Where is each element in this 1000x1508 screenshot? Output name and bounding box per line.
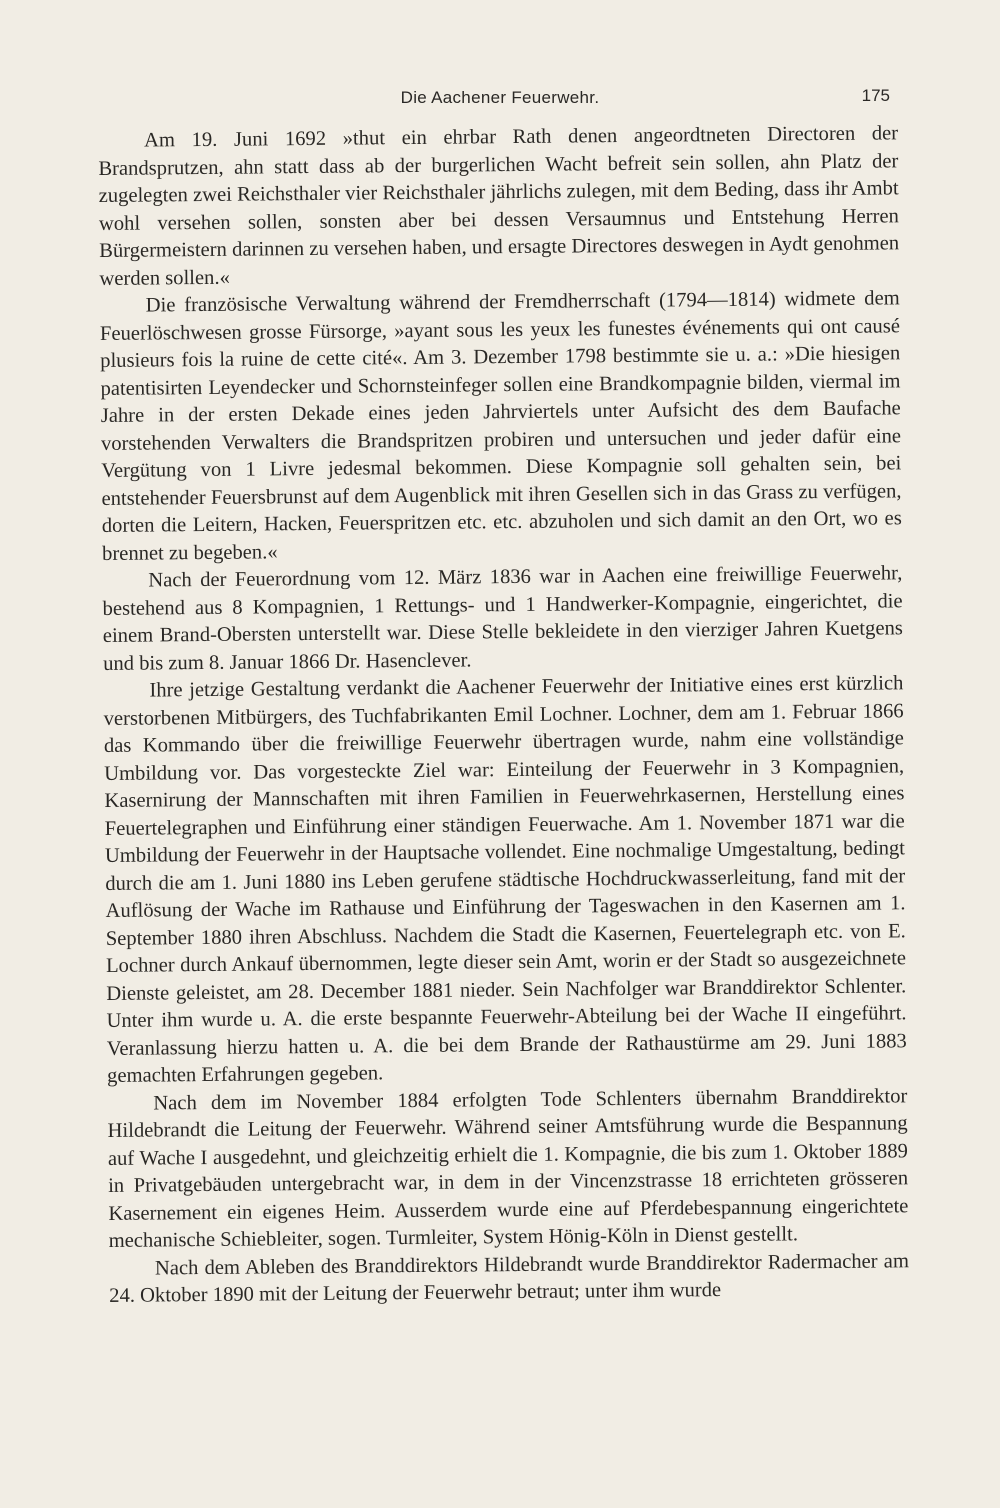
paragraph: Nach dem Ableben des Branddirektors Hildebrandt wurde Branddirektor Radermacher am 24. Oktober 1890 mit der Leitung der Feuerwehr betraut; unter ihm wurde xyxy=(109,1249,910,1307)
paragraph: Nach der Feuerordnung vom 12. März 1836 war in Aachen eine freiwillige Feuerwehr, bestehend aus 8 Kompagnien, 1 Rettungs- und 1 Handwerker-Kompagnie, eingerichtet, die einem Brand-Obersten unterstellt war. Diese Stelle bekleidete in den vierziger Jahren Kuetgens und bis zum 8. Januar 1866 Dr. Hasenclever. xyxy=(102,562,903,675)
running-title: Die Aachener Feuerwehr. xyxy=(400,88,600,107)
paragraph: Nach dem im November 1884 erfolgten Tode Schlenters übernahm Branddirektor Hildebrandt die Leitung der Feuerwehr. Während seiner Amtsführung wurde die Bespannung auf Wache I ausgedehnt, und gleichzeitig erhielt die 1. Kompagnie, die bis zum 1. Oktober 1889 in Privatgebäuden untergebracht war, in dem in der Vincenzstrasse 18 errichteten grösseren Kasernement ein eigenes Heim. Ausserdem wurde eine auf Pferdebespannung eingerichtete mechanische Schiebleiter, sogen. Turmleiter, System Hönig-Köln in Dienst gestellt. xyxy=(107,1084,909,1252)
paragraph: Am 19. Juni 1692 »thut ein ehrbar Rath denen angeordtneten Directoren der Brandsprutzen, ahn statt dass ab der burgerlichen Wacht befreit sein sollen, ahn Platz der zugelegten zwei Reichsthaler vier Reichsthaler jährlichs zulegen, mit dem Beding, dass ihr Ambt wohl versehen sollen, sonsten aber bei dessen Versaumnus und Entstehung Herren Bürgermeistern darinnen zu versehen haben, und ersagte Directores deswegen in Aydt genohmen werden sollen.« xyxy=(98,122,900,290)
page-number: 175 xyxy=(861,86,890,105)
running-head xyxy=(0,86,1000,114)
paragraph: Die französische Verwaltung während der Fremdherrschaft (1794—1814) widmete dem Feuerlöschwesen grosse Fürsorge, »ayant sous les yeux les funestes événements qui ont causé plusieurs fois la ruine de cette cité«. Am 3. Dezember 1798 bestimmte sie u. a.: »Die hiesigen patentisirten Leyendecker und Schornsteinfeger sollen eine Brandkompagnie bilden, viermal im Jahre in der ersten Dekade eines jeden Jahrviertels unter Aufsicht des dem Baufache vorstehenden Verwalters die Brandspritzen probiren und untersuchen und jeder dafür eine Vergütung von 1 Livre jedesmal bekommen. Diese Kompagnie soll gehalten sein, bei entstehender Feuersbrunst auf dem Augenblick mit ihren Gesellen sich in das Grass zu verfügen, dorten die Leitern, Hacken, Feuerspritzen etc. etc. abzuholen und sich damit an den Ort, wo es brennet zu begeben.« xyxy=(99,287,902,565)
paragraph: Ihre jetzige Gestaltung verdankt die Aachener Feuerwehr der Initiative eines erst kürzlich verstorbenen Mitbürgers, des Tuchfabrikanten Emil Lochner. Lochner, dem am 1. Februar 1866 das Kommando über die freiwillige Feuerwehr übertragen wurde, nahm eine vollständige Umbildung vor. Das vorgesteckte Ziel war: Einteilung der Feuerwehr in 3 Kompagnien, Kasernirung der Mannschaften mit ihren Familien in Feuerwehrkasernen, Herstellung eines Feuertelegraphen und Einführung einer ständigen Feuerwache. Am 1. November 1871 war die Umbildung der Feuerwehr in der Hauptsache vollendet. Eine nochmalige Umgestaltung, bedingt durch die am 1. Juni 1880 ins Leben gerufene städtische Hochdruckwasserleitung, fand mit der Auflösung der Wache im Rathause und Einführung der Tageswachen in den Kasernen am 1. September 1880 ihren Abschluss. Nachdem die Stadt die Kasernen, Feuertelegraph etc. von E. Lochner durch Ankauf übernommen, legte dieser sein Amt, worin er der Stadt so ausgezeichnete Dienste geleistet, am 28. December 1881 nieder. Sein Nachfolger war Branddirektor Schlenter. Unter ihm wurde u. A. die erste bespannte Feuerwehr-Abteilung bei der Wache II eingeführt. Veranlassung hierzu hatten u. A. die bei dem Brande der Rathaustürme am 29. Juni 1883 gemachten Erfahrungen gegeben. xyxy=(103,672,907,1087)
body-text xyxy=(98,120,909,1310)
